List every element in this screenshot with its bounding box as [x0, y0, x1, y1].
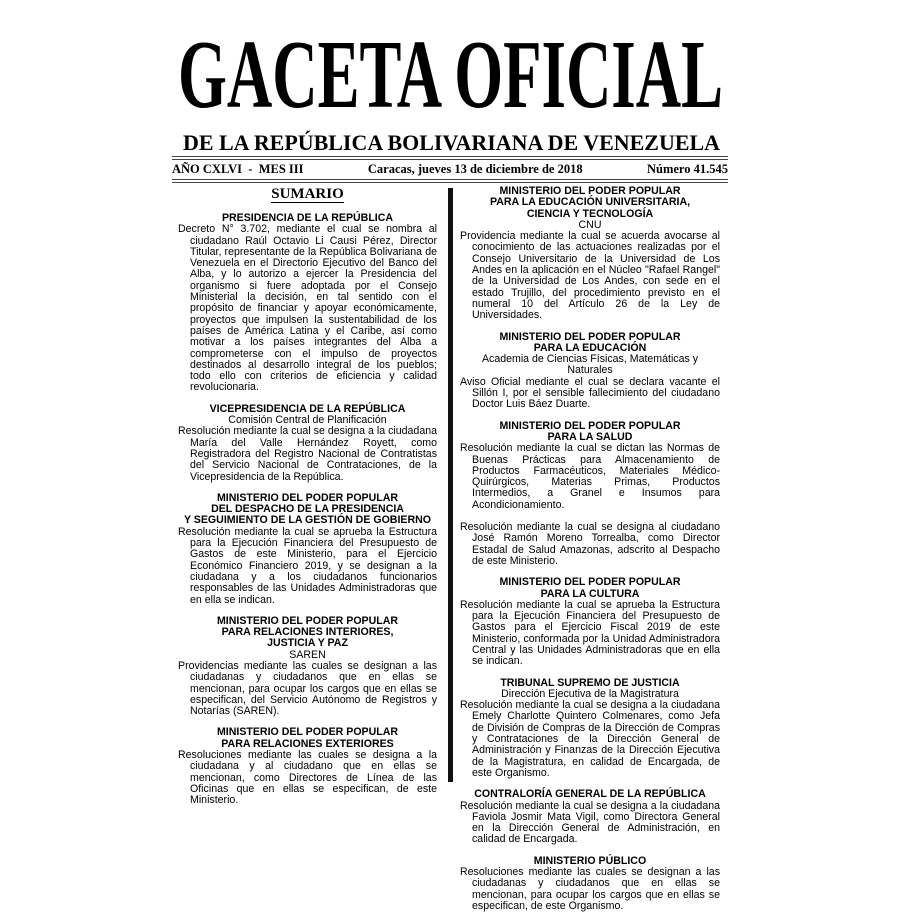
- summary-entry: Aviso Oficial mediante el cual se declara vacante el Sillón I, por el sensible fallecimiento del ciudadano Doctor Luis Báez Duarte.: [460, 375, 720, 411]
- summary-section: [460, 678, 720, 780]
- section-heading: PARA RELACIONES EXTERIORES: [221, 737, 394, 750]
- summary-right-column: [460, 186, 720, 922]
- section-subheading: CNU: [578, 218, 602, 231]
- summary-entry: Resoluciones mediante las cuales se designa a la ciudadana y al ciudadano que en ellas se mencionan, como Directores de Línea de las Oficinas que en ellas se especifican, de este Ministerio.: [178, 749, 437, 807]
- section-heading: DEL DESPACHO DE LA PRESIDENCIA: [211, 503, 404, 516]
- summary-entry: Decreto N° 3.702, mediante el cual se nombra al ciudadano Raúl Octavio Li Causi Pérez, Director Titular, representante de la República Bolivariana de Venezuela en el Directorio Ejecutivo del Banco del Alba, y lo autorizo a ejercer la Presidencia del organismo si fuere adoptada por el Consejo Ministerial la decisión, en tal sentido con el propósito de financiar y apoyar económicamente, proyectos que impulsen la sustentabilidad de los países de América Latina y el Caribe, así como motivar a los países integrantes del Alba a comprometerse con el impulso de proyectos destinados al desarrollo integral de los pueblos; todo ello con criterios de eficiencia y calidad revolucionaria.: [178, 223, 437, 394]
- summary-section: [460, 186, 720, 322]
- section-heading: PARA LA SALUD: [547, 430, 633, 443]
- section-heading: CONTRALORÍA GENERAL DE LA REPÚBLICA: [474, 788, 706, 801]
- summary-entry: Resolución mediante la cual se designa a la ciudadana María del Valle Hernández Royett, como Registradora del Registro Nacional de Contratistas del Servicio Nacional de Contrataciones, de la Vicepresidencia de la República.: [178, 425, 437, 483]
- section-subheading: Comisión Central de Planificación: [228, 414, 387, 427]
- section-heading: MINISTERIO DEL PODER POPULAR: [216, 491, 399, 504]
- issue-info-bar: [172, 161, 728, 177]
- section-heading: MINISTERIO DEL PODER POPULAR: [216, 614, 399, 627]
- section-heading: Y SEGUIMIENTO DE LA GESTIÓN DE GOBIERNO: [183, 514, 432, 527]
- summary-entry: Resolución mediante la cual se dictan las Normas de Buenas Prácticas para Almacenamiento de Productos Farmacéuticos, Materiales Médico-Quirúrgicos, Materias Primas, Productos Intermedios, a Granel e Insumos para Acondicionamiento.: [460, 442, 720, 511]
- summary-entry: Resolución mediante la cual se aprueba la Estructura para la Ejecución Financiera del Presupuesto de Gastos para el Ejercicio Fiscal 2019 de este Ministerio, conformada por la Unidad Administradora Central y las Unidades Administradoras que en ella se indican.: [460, 598, 720, 668]
- section-heading: MINISTERIO DEL PODER POPULAR: [499, 185, 681, 197]
- section-heading: PARA LA EDUCACIÓN UNIVERSITARIA,: [489, 196, 691, 209]
- section-heading: PARA LA EDUCACIÓN: [533, 341, 647, 354]
- summary-entry: Providencias mediante las cuales se designan a las ciudadanas y ciudadanos que en ellas se mencionan, para ocupar los cargos que en ellas se especifican, del Servicio Autónomo de Registros y Notarías (SAREN).: [178, 659, 437, 718]
- summary-section: [460, 332, 720, 411]
- column-divider: [448, 188, 453, 782]
- section-heading: PRESIDENCIA DE LA REPÚBLICA: [221, 212, 394, 224]
- section-subheading: Dirección Ejecutiva de la Magistratura: [501, 687, 679, 700]
- summary-section: [178, 493, 437, 606]
- summary-section: [178, 213, 437, 394]
- section-subheading: SAREN: [289, 648, 326, 661]
- summary-entry: Resoluciones mediante las cuales se designan a las ciudadanas y ciudadanos que en ellas se mencionan, para ocupar los cargos que en ellas se especifican, de este Organismo.: [460, 866, 720, 912]
- year-month: AÑO CXLVI - MES III: [172, 161, 304, 176]
- summary-title-text: SUMARIO: [271, 186, 344, 202]
- summary-left-column: [178, 186, 437, 817]
- summary-section: [460, 856, 720, 912]
- section-heading: MINISTERIO DEL PODER POPULAR: [216, 726, 399, 739]
- summary-section: [178, 727, 437, 806]
- summary-section: [178, 404, 437, 483]
- masthead-subtitle: DE LA REPÚBLICA BOLIVARIANA DE VENEZUELA: [183, 130, 721, 155]
- section-heading: VICEPRESIDENCIA DE LA REPÚBLICA: [209, 402, 406, 415]
- section-heading: CIENCIA Y TECNOLOGÍA: [526, 207, 654, 220]
- section-subheading: Academia de Ciencias Físicas, Matemáticas y Naturales: [481, 353, 699, 377]
- summary-entry: Resolución mediante la cual se designa a la ciudadana Faviola Josmir Mata Vigil, como Directora General en la Dirección General de Administración, en calidad de Encargada.: [460, 799, 720, 846]
- section-heading: JUSTICIA Y PAZ: [267, 637, 348, 650]
- summary-title: [178, 186, 437, 202]
- section-heading: MINISTERIO DEL PODER POPULAR: [499, 330, 681, 343]
- section-heading: MINISTERIO PÚBLICO: [533, 854, 647, 867]
- issue-number: Número 41.545: [646, 161, 728, 176]
- summary-entry: Resolución mediante la cual se aprueba la Estructura para la Ejecución Financiera del Presupuesto de Gastos de este Ministerio, para el Ejercicio Económico Financiero 2019, y se designan a la ciudadana y a los ciudadanos funcionarios responsables de las Unidades Administradoras que en ella se indican.: [178, 525, 437, 606]
- section-heading: PARA RELACIONES INTERIORES,: [221, 626, 394, 639]
- summary-entry: Resolución mediante la cual se designa a la ciudadana Emely Charlotte Quintero Colmenares, como Jefa de División de Compras de la Dirección de Compras y Contrataciones de la Dirección General de Administración y Finanzas de la Dirección Ejecutiva de la Magistratura, en calidad de Encargada, de este Organismo.: [460, 699, 720, 779]
- section-heading: MINISTERIO DEL PODER POPULAR: [499, 419, 681, 432]
- summary-entry: Providencia mediante la cual se acuerda avocarse al conocimiento de las actuaciones realizadas por el Consejo Universitario de la Universidad de Los Andes en la aplicación en el Núcleo "Rafael Rangel" de la Universidad de Los Andes, con sede en el estado Trujillo, del procedimiento previsto en el numeral 10 del Artículo 26 de la Ley de Universidades.: [460, 230, 720, 322]
- top-double-rule: [172, 156, 728, 160]
- bottom-double-rule: [172, 179, 728, 183]
- summary-section: [460, 577, 720, 667]
- summary-entry: Resolución mediante la cual se designa al ciudadano José Ramón Moreno Torrealba, como Director Estadal de Salud Amazonas, adscrito al Despacho de este Ministerio.: [460, 521, 720, 567]
- masthead-title: GACETA OFICIAL: [178, 21, 723, 129]
- place-date: Caracas, jueves 13 de diciembre de 2018: [367, 161, 583, 176]
- section-heading: MINISTERIO DEL PODER POPULAR: [499, 576, 681, 589]
- summary-section: [460, 789, 720, 845]
- summary-section: [178, 616, 437, 718]
- section-heading: TRIBUNAL SUPREMO DE JUSTICIA: [500, 676, 680, 689]
- masthead: [0, 0, 900, 156]
- section-heading: PARA LA CULTURA: [540, 587, 640, 600]
- summary-section: [460, 421, 720, 568]
